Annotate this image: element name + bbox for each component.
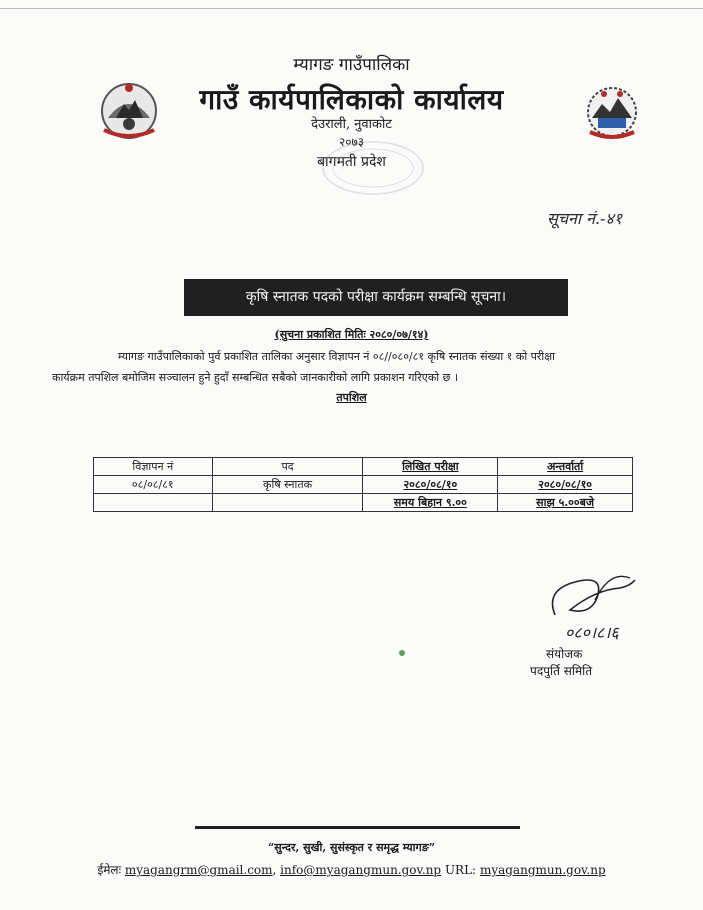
footer-contact: ईमेलः myagangrm@gmail.com, info@myagangmun.gov.np URL: myagangmun.gov.np: [97, 863, 606, 877]
svg-text:०८०।८।६: ०८०।८।६: [565, 623, 619, 642]
handwritten-notice-number: [545, 204, 655, 234]
establishment-year: २०७३: [339, 135, 364, 149]
col-header-interview: अन्तर्वार्ता: [498, 458, 633, 476]
table-row: [94, 476, 633, 494]
cell-advertisement-no: ०८/०८/८१: [94, 476, 213, 494]
office-location: देउराली, नुवाकोट: [311, 117, 392, 132]
office-title: गाउँ कार्यपालिकाको कार्यालय: [199, 83, 504, 116]
email-link-secondary[interactable]: info@myagangmun.gov.np: [280, 863, 442, 877]
footer-rule: [195, 826, 520, 829]
notice-title-banner: कृषि स्नातक पदको परीक्षा कार्यक्रम सम्बन्धि सूचना।: [184, 279, 568, 316]
signatory-committee: पदपुर्ति समिति: [530, 664, 593, 678]
col-header-post: पद: [212, 458, 363, 476]
table-header-row: [94, 458, 633, 476]
details-heading: तपशिल: [336, 391, 367, 404]
table-row: [94, 494, 633, 512]
svg-text:सूचना नं.-४१: सूचना नं.-४१: [547, 209, 623, 228]
cell-interview-date: २०८०/०८/१०: [498, 476, 633, 494]
published-date: (सुचना प्रकाशित मितिः २०८०/०७/१४): [274, 328, 429, 341]
scan-edge-line: [0, 8, 703, 9]
exam-schedule-table: [93, 457, 633, 512]
footer-motto: “सुन्दर, सुखी, सुसंस्कृत र समृद्ध म्यागङ”: [267, 841, 436, 854]
url-label: URL:: [444, 863, 477, 877]
green-mark-icon: [398, 649, 406, 657]
notice-paragraph-line2: कार्यक्रम तपशिल बमोजिम सञ्चालन हुने हुदाँ सम्बन्धित सबैको जानकारीको लागि प्रकाशन गरिएको छ ।: [52, 371, 459, 384]
col-header-written-exam: लिखित परीक्षा: [363, 458, 498, 476]
signatory-role: संयोजक: [546, 647, 583, 661]
office-stamp-icon: [318, 138, 428, 198]
col-header-advertisement-no: विज्ञापन नं: [94, 458, 213, 476]
signature-icon: [535, 560, 675, 645]
province-name: बागमती प्रदेश: [317, 154, 386, 170]
cell-written-exam-date: २०८०/०८/१०: [363, 476, 498, 494]
cell-empty: [94, 494, 213, 512]
website-link[interactable]: myagangmun.gov.np: [479, 863, 606, 877]
cell-empty: [212, 494, 363, 512]
notice-paragraph-line1: म्यागङ गाउँपालिकाको पुर्व प्रकाशित तालिका अनुसार विज्ञापन नं ०८//०८०/८१ कृषि स्नातक संख्या १ को परीक्षा: [118, 350, 556, 363]
cell-interview-time: साझ ५.००बजे: [498, 494, 633, 512]
municipality-name: म्यागङ गाउँपालिका: [293, 55, 410, 75]
email-link-primary[interactable]: myagangrm@gmail.com: [124, 863, 273, 877]
email-label: ईमेलः: [97, 863, 121, 877]
cell-post: कृषि स्नातक: [212, 476, 363, 494]
cell-written-exam-time: समय बिहान ९.००: [363, 494, 498, 512]
